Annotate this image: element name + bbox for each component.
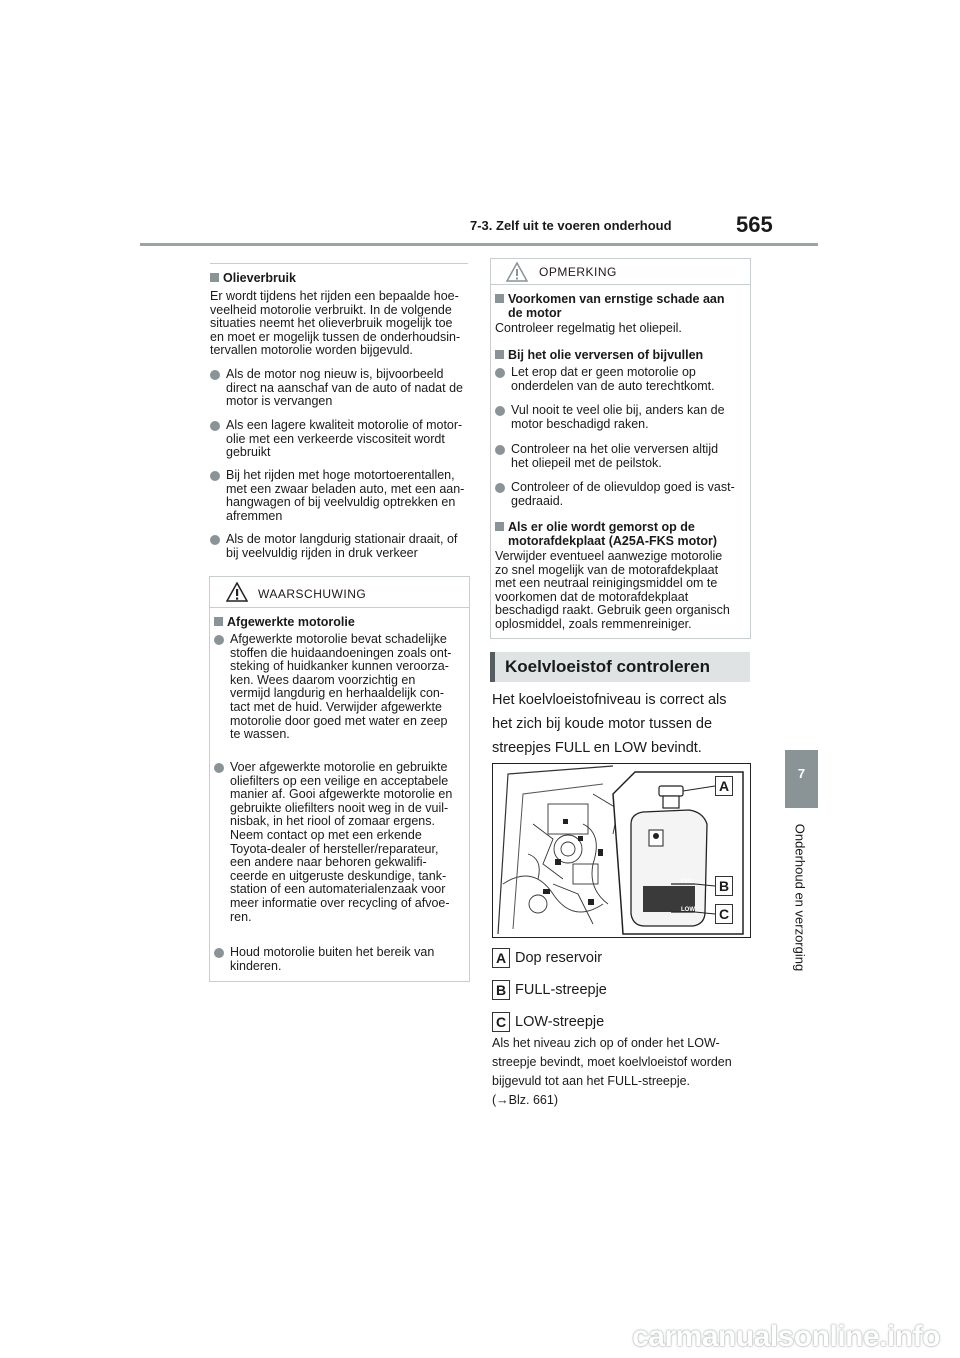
bullet-dot-icon: [214, 763, 224, 773]
square-bullet-icon: [214, 617, 223, 626]
square-bullet-icon: [210, 273, 219, 282]
callout-b: B: [715, 876, 733, 896]
section-title: 7-3. Zelf uit te voeren onderhoud: [470, 218, 672, 233]
header-rule: [140, 243, 818, 246]
bullet-dot-icon: [210, 370, 220, 380]
bullet-dot-icon: [495, 445, 505, 455]
list-item: Controleer na het olie verversen altijd het oliepeil met de peilstok.: [495, 443, 747, 470]
bullet-dot-icon: [495, 406, 505, 416]
square-bullet-icon: [495, 350, 504, 359]
list-item: Let erop dat er geen motorolie op onderdelen van de auto terechtkomt.: [495, 366, 747, 393]
koel-body: Het koelvloeistofniveau is correct als het zich bij koude motor tussen de streepjes FULL en LOW bevindt.: [492, 692, 727, 756]
divider: [210, 263, 468, 264]
engine-bay-drawing: [493, 764, 750, 937]
coolant-reservoir-illustration: [492, 763, 751, 938]
notice-title: OPMERKING: [539, 265, 617, 279]
page-number: 565: [736, 212, 773, 237]
notice-heading-2: Bij het olie verversen of bijvullen: [495, 348, 703, 362]
chapter-number: 7: [797, 766, 806, 781]
notice-heading-1: Voorkomen van ernstige schade aan de motor: [495, 292, 745, 320]
list-item: Vul nooit te veel olie bij, anders kan de motor beschadigd raken.: [495, 404, 747, 431]
divider: [209, 607, 470, 608]
full-mark: FULL: [681, 879, 697, 885]
bullet-dot-icon: [210, 471, 220, 481]
square-bullet-icon: [495, 294, 504, 303]
section-heading: Koelvloeistof controleren: [490, 652, 750, 682]
bullet-dot-icon: [214, 948, 224, 958]
warning-heading: Afgewerkte motorolie: [214, 615, 355, 629]
list-item: Als de motor nog nieuw is, bijvoorbeeld direct na aanschaf van de auto of nadat de motor is vervangen: [210, 368, 472, 409]
warning-title: WAARSCHUWING: [258, 587, 367, 601]
footer-watermark: [0, 1318, 960, 1358]
notice-heading-3: Als er olie wordt gemorst op de motorafdekplaat (A25A-FKS motor): [495, 520, 745, 548]
low-mark: LOW: [681, 907, 695, 913]
olie-heading: Olieverbruik: [210, 271, 296, 285]
legend-item-a: A Dop reservoir: [492, 948, 602, 968]
list-item: Bij het rijden met hoge motortoerentallen, met een zwaar beladen auto, met een aan- hangwagen of bij veelvuldig optrekken en afremmen: [210, 469, 472, 523]
notice-text: Verwijder eventueel aanwezige motorolie zo snel mogelijk van de motorafdekplaat met een neutraal reinigingsmiddel om te voorkomen dat de motorafdekplaat beschadigd raakt. Gebruik geen organisch oplosmiddel, zoals remmenreiniger.: [495, 549, 730, 631]
list-item: Controleer of de olievuldop goed is vast- gedraaid.: [495, 481, 747, 508]
list-item: Als de motor langdurig stationair draait, of bij veelvuldig rijden in druk verkeer: [210, 533, 472, 560]
list-item: Voer afgewerkte motorolie en gebruikte oliefilters op een veilige en acceptabele manier af. Gooi afgewerkte motorolie en gebruikte oliefilters nooit weg in de vuil- nisbak, in het riool of zomaar ergens. Neem contact op met een erkende Toyota-dealer of hersteller/reparateur, een andere naar behoren gekwalifi- ceerde en uitgeruste deskundige, tank- station of een automaterialenzaak voor meer informatie over recycling of afvoe- ren.: [214, 761, 466, 924]
bullet-dot-icon: [210, 535, 220, 545]
divider: [490, 284, 751, 285]
callout-a: A: [715, 776, 733, 796]
square-bullet-icon: [495, 522, 504, 531]
legend-item-c: C LOW-streepje: [492, 1012, 604, 1032]
callout-c: C: [715, 904, 733, 924]
olie-body: Er wordt tijdens het rijden een bepaalde hoe- veelheid motorolie verbruikt. In de volgende situaties neemt het olieverbruik mogelijk toe en moet er mogelijk tussen de onderhoudsin- tervallen motorolie worden bijgevuld.: [210, 289, 461, 358]
refill-note: Als het niveau zich op of onder het LOW- streepje bevindt, moet koelvloeistof worden bijgevuld tot aan het FULL-streepje. (→Blz. 661): [492, 1034, 750, 1110]
legend-item-b: B FULL-streepje: [492, 980, 607, 1000]
bullet-dot-icon: [495, 368, 505, 378]
list-item: Houd motorolie buiten het bereik van kinderen.: [214, 946, 466, 973]
bullet-dot-icon: [214, 635, 224, 645]
watermark-text: carmanualsonline.info: [632, 1320, 940, 1353]
page-reference-link[interactable]: (→Blz. 661): [492, 1093, 558, 1107]
list-item: Als een lagere kwaliteit motorolie of motor- olie met een verkeerde viscositeit wordt gebruikt: [210, 419, 472, 460]
bullet-dot-icon: [210, 421, 220, 431]
list-item: Afgewerkte motorolie bevat schadelijke stoffen die huidaandoeningen zoals ont- steking of huidkanker kunnen veroorza- ken. Wees daarom voorzichtig en vermijd langdurig en herhaaldelijk con- tact met de huid. Verwijder afgewerkte motorolie door goed met water en zeep te wassen.: [214, 633, 466, 742]
notice-text: Controleer regelmatig het oliepeil.: [495, 321, 682, 335]
bullet-dot-icon: [495, 483, 505, 493]
warning-icon: [226, 582, 248, 607]
chapter-label: Onderhoud en verzorging: [792, 823, 808, 972]
